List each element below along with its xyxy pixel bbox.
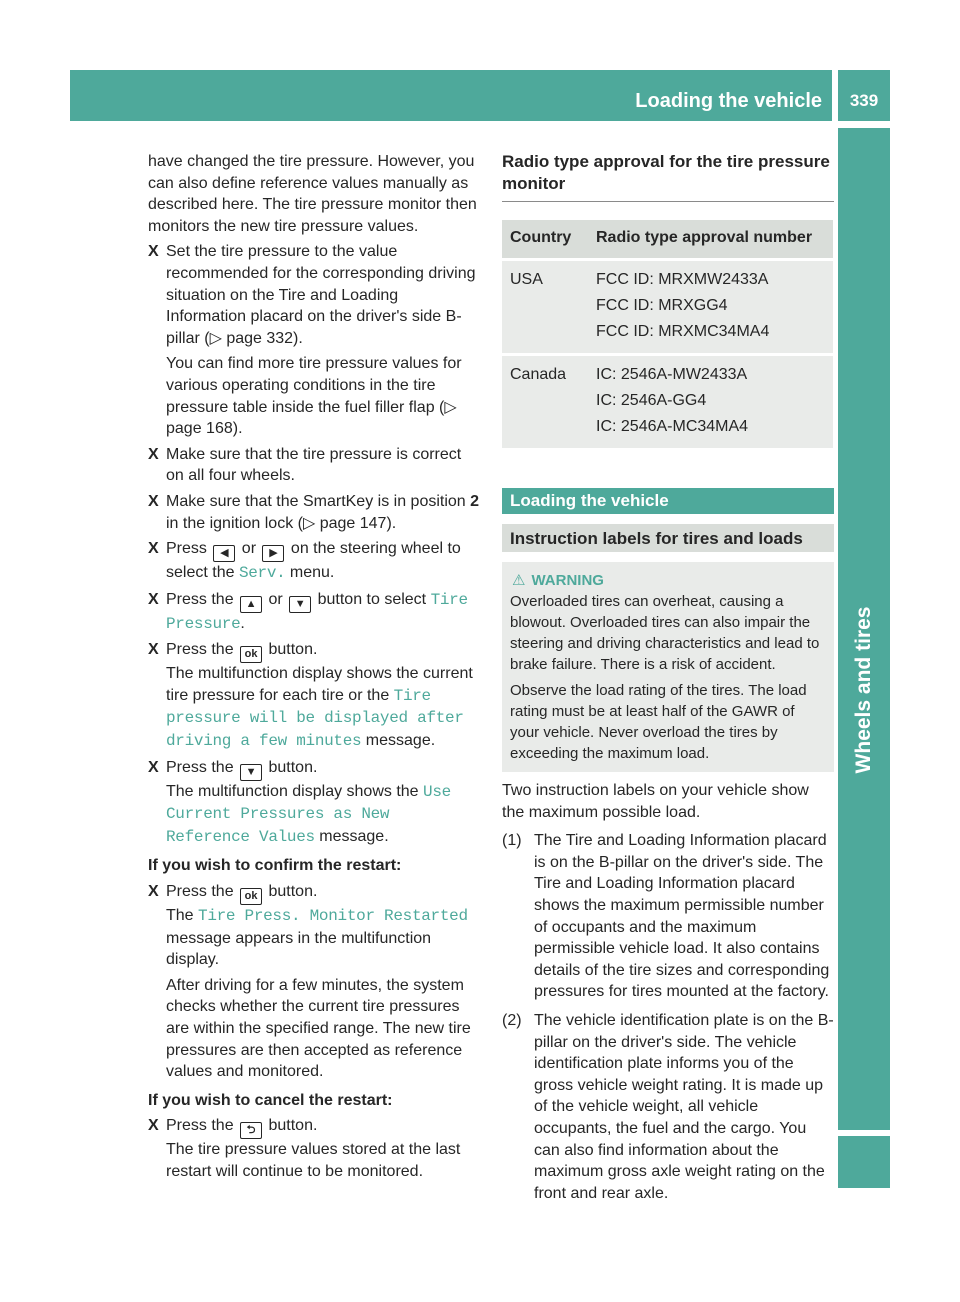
arrow-right-icon: X xyxy=(148,590,159,608)
page-title: Loading the vehicle xyxy=(635,90,822,112)
arrow-right-icon: X xyxy=(148,492,159,510)
intro-paragraph: have changed the tire pressure. However, you can also define reference values manually as described here. The tire pressure monitor then monitors the new tire pressure values. xyxy=(148,153,477,235)
display-message: Tire pressure will be displayed after driving a few minutes xyxy=(166,686,464,751)
arrow-right-icon: X xyxy=(148,758,159,776)
labels-intro: Two instruction labels on your vehicle show the maximum possible load. xyxy=(502,782,809,821)
page-link[interactable]: page 147 xyxy=(319,514,387,532)
left-key-icon: ◀ xyxy=(213,545,235,562)
step-select-serv-menu: X Press ◀ or ▶ on the steering wheel to select the Serv. menu. xyxy=(148,540,461,583)
step-cancel-restart: X Press the ⮌ button. The tire pressure values stored at the last restart will continue to be monitored. xyxy=(148,1117,461,1180)
display-message: Tire Press. Monitor Restarted xyxy=(198,907,468,926)
right-key-icon: ▶ xyxy=(262,545,284,562)
display-message: Use Current Pressures as New Reference Values xyxy=(166,782,451,846)
page-reference-triangle-icon: ▷ xyxy=(444,398,457,416)
arrow-right-icon: X xyxy=(148,641,159,659)
page-number: 339 xyxy=(849,91,879,110)
step-press-down: X Press the ▼ button. The multifunction display shows the Use Current Pressures as New Reference Values message. xyxy=(148,758,451,846)
right-column xyxy=(502,151,834,1204)
confirm-restart-heading: If you wish to confirm the restart: xyxy=(148,857,402,875)
arrow-right-icon: X xyxy=(148,540,159,558)
ok-key-icon: ok xyxy=(240,646,262,663)
warning-text: Observe the load rating of the tires. The load rating must be at least half of the GAWR of your vehicle. Never overload the tires by exceeding the maximum load. xyxy=(510,682,807,762)
up-key-icon: ▲ xyxy=(240,596,262,613)
down-key-icon: ▼ xyxy=(289,596,311,613)
chapter-side-tab-end xyxy=(838,1130,890,1188)
country-cell: USA xyxy=(502,261,588,353)
approval-cell: FCC ID: MRXMW2433A FCC ID: MRXGG4 FCC ID: MRXMC34MA4 xyxy=(588,261,833,353)
left-column xyxy=(148,151,481,1183)
arrow-right-icon: X xyxy=(148,1117,159,1135)
step-select-tire-pressure: X Press the ▲ or ▼ button to select Tire Pressure. xyxy=(148,590,468,633)
down-key-icon: ▼ xyxy=(240,764,262,781)
step-press-ok: X Press the ok button. The multifunction display shows the current tire pressure for each tire or the Tire pressure will be displayed after driving a few minutes message. xyxy=(148,641,473,751)
table-row xyxy=(502,356,833,448)
table-header-approval: Radio type approval number xyxy=(588,220,833,258)
menu-name: Serv. xyxy=(238,564,286,583)
page-link[interactable]: page 168 xyxy=(166,420,233,438)
page-link[interactable]: page 332 xyxy=(226,329,294,347)
back-key-icon: ⮌ xyxy=(240,1122,262,1139)
arrow-right-icon: X xyxy=(148,883,159,901)
subsection-heading: Instruction labels for tires and loads xyxy=(502,524,834,552)
warning-label: WARNING xyxy=(531,572,604,589)
warning-triangle-icon: ⚠ xyxy=(512,572,526,589)
radio-approval-heading: Radio type approval for the tire pressure monitor xyxy=(502,152,830,193)
cancel-restart-heading: If you wish to cancel the restart: xyxy=(148,1091,393,1109)
ok-key-icon: ok xyxy=(240,888,262,905)
approval-cell: IC: 2546A-MW2433A IC: 2546A-GG4 IC: 2546A-MC34MA4 xyxy=(588,356,833,448)
table-header-country: Country xyxy=(502,220,588,258)
step-set-pressure: X Set the tire pressure to the value recommended for the corresponding driving situation on the Tire and Loading Information placard on the driver's side B-pillar (▷ page 332). You can find more tire pressure values for various operating conditions in the tire pressure table inside the fuel filler flap (▷ page 168). xyxy=(148,243,476,438)
arrow-right-icon: X xyxy=(148,243,159,261)
warning-box xyxy=(502,562,834,772)
step-smartkey-position: X Make sure that the SmartKey is in position 2 in the ignition lock (▷ page 147). xyxy=(148,492,480,532)
page-reference-triangle-icon: ▷ xyxy=(209,329,227,347)
arrow-right-icon: X xyxy=(148,445,159,463)
country-cell: Canada xyxy=(502,356,588,448)
page-reference-triangle-icon: ▷ xyxy=(302,514,320,532)
list-item: (2) The vehicle identification plate is on the B-pillar on the driver's side. The vehicle identification plate informs you of the gross vehicle weight rating. It is made up of the vehicle weight, all vehicle occupants, the fuel and the cargo. You can also find information about the maximum gross axle weight rating on the front and rear axle. xyxy=(502,1011,834,1202)
warning-text: Overloaded tires can overheat, causing a blowout. Overloaded tires can also impair the steering and driving characteristics and lead to brake failure. There is a risk of accident. xyxy=(510,593,820,673)
section-heading: Loading the vehicle xyxy=(502,488,834,514)
heading-divider xyxy=(502,201,834,202)
radio-approval-table xyxy=(502,220,833,448)
step-confirm-restart: X Press the ok button. The Tire Press. Monitor Restarted message appears in the multifunction display. After driving for a few minutes, the system checks whether the current tire pressures are within the specified range. The new tire pressures are then accepted as reference values and monitored. xyxy=(148,883,471,1081)
list-item: (1) The Tire and Loading Information placard is on the B-pillar on the driver's side. The Tire and Loading Information placard shows the maximum permissible number of occupants and the maximum permissible vehicle load. It also contains details of the tire sizes and corresponding pressures for tires mounted at the factory. xyxy=(502,832,830,1001)
menu-name: Tire Pressure xyxy=(166,590,468,633)
table-row xyxy=(502,261,833,353)
step-check-all-wheels: X Make sure that the tire pressure is correct on all four wheels. xyxy=(148,445,462,485)
